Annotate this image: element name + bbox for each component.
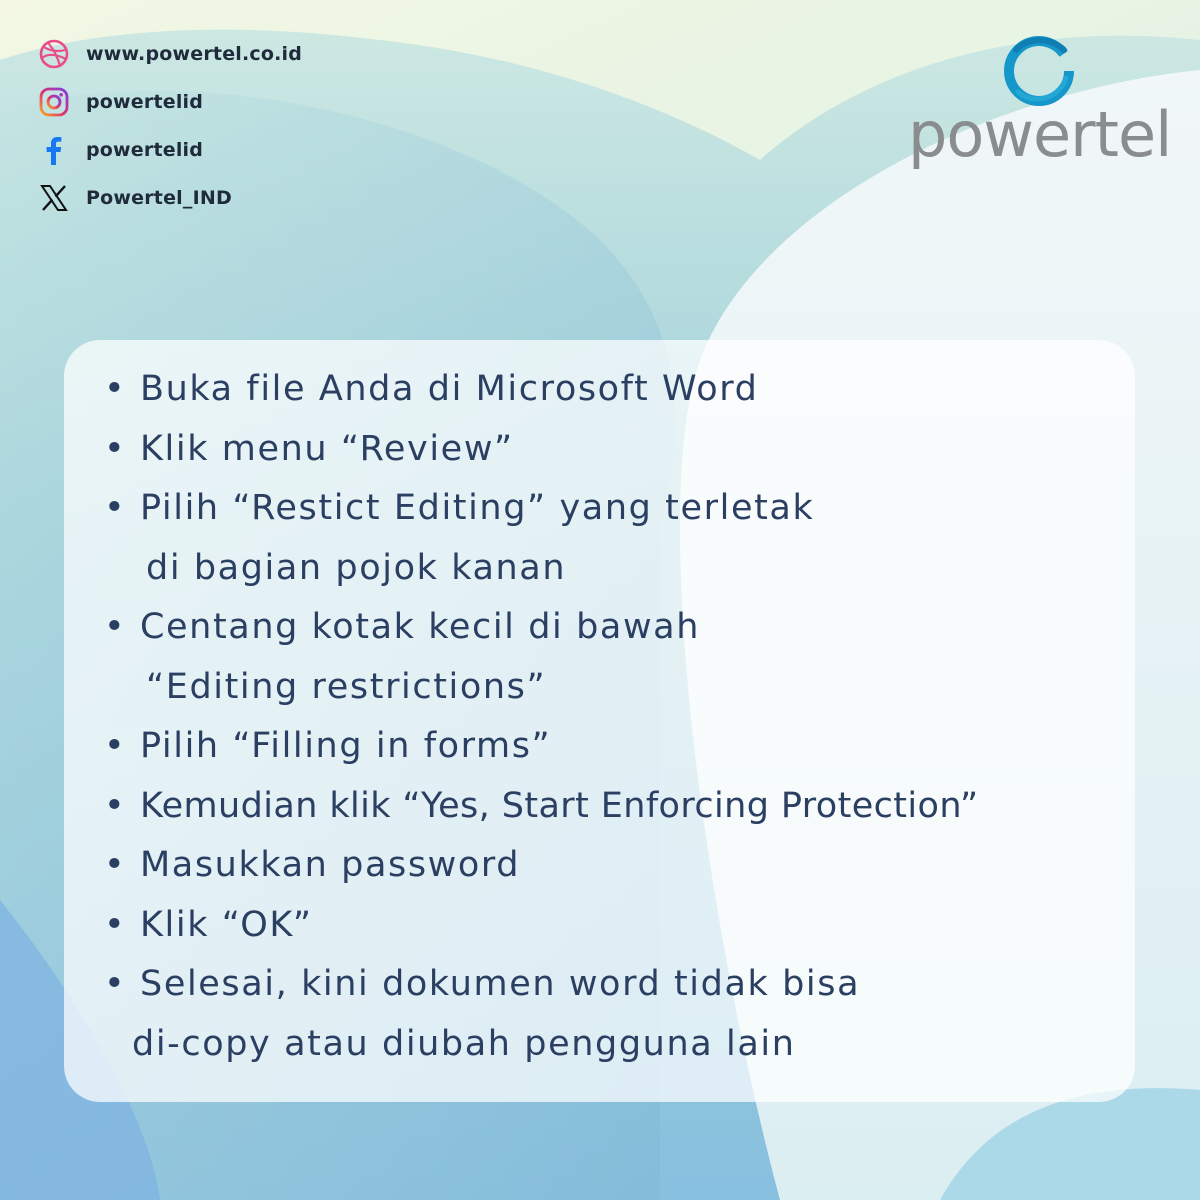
social-facebook[interactable] (36, 126, 396, 174)
social-facebook-label: powertelid (86, 139, 204, 161)
social-website[interactable] (36, 30, 396, 78)
step-text: Pilih “Restict Editing” yang terletak (140, 488, 815, 528)
bullet: • (104, 607, 127, 647)
social-instagram[interactable] (36, 78, 396, 126)
social-website-label: www.powertel.co.id (86, 43, 303, 65)
bullet: • (104, 785, 126, 826)
bullet: • (104, 488, 127, 528)
list-item (104, 479, 1124, 598)
step-text-continued: “Editing restrictions” (146, 666, 547, 707)
step-text: Masukkan password (140, 845, 521, 885)
bullet: • (104, 726, 127, 766)
facebook-icon (36, 132, 72, 168)
social-links (36, 30, 396, 222)
step-text-continued: di bagian pojok kanan (146, 547, 567, 588)
list-item (104, 598, 1124, 717)
list-item (104, 777, 1124, 837)
social-instagram-label: powertelid (86, 91, 204, 113)
instruction-card (64, 340, 1135, 1102)
social-x[interactable] (36, 174, 396, 222)
list-item (104, 360, 1124, 420)
bullet: • (104, 369, 127, 409)
bullet: • (104, 428, 127, 469)
instagram-icon (36, 84, 72, 120)
step-text-continued: di-copy atau diubah pengguna lain (132, 1023, 796, 1064)
dribbble-icon (36, 36, 72, 72)
x-icon (36, 180, 72, 216)
bullet: • (104, 904, 127, 945)
powertel-logo (900, 28, 1170, 178)
step-text: Buka file Anda di Microsoft Word (140, 369, 759, 409)
list-item (104, 717, 1124, 777)
bullet: • (104, 845, 127, 885)
bullet: • (104, 964, 127, 1004)
logo-wordmark: powertel (908, 98, 1172, 171)
step-text: Klik menu “Review” (140, 428, 514, 469)
list-item (104, 896, 1124, 956)
list-item (104, 836, 1124, 896)
step-text: Klik “OK” (140, 904, 313, 945)
step-text: Kemudian klik “Yes, Start Enforcing Protection” (140, 785, 979, 826)
steps-list (104, 360, 1124, 1074)
step-text: Pilih “Filling in forms” (140, 726, 552, 766)
list-item (104, 420, 1124, 480)
social-x-label: Powertel_IND (86, 187, 232, 209)
list-item (104, 955, 1124, 1074)
step-text: Centang kotak kecil di bawah (140, 607, 701, 647)
step-text: Selesai, kini dokumen word tidak bisa (140, 964, 861, 1004)
